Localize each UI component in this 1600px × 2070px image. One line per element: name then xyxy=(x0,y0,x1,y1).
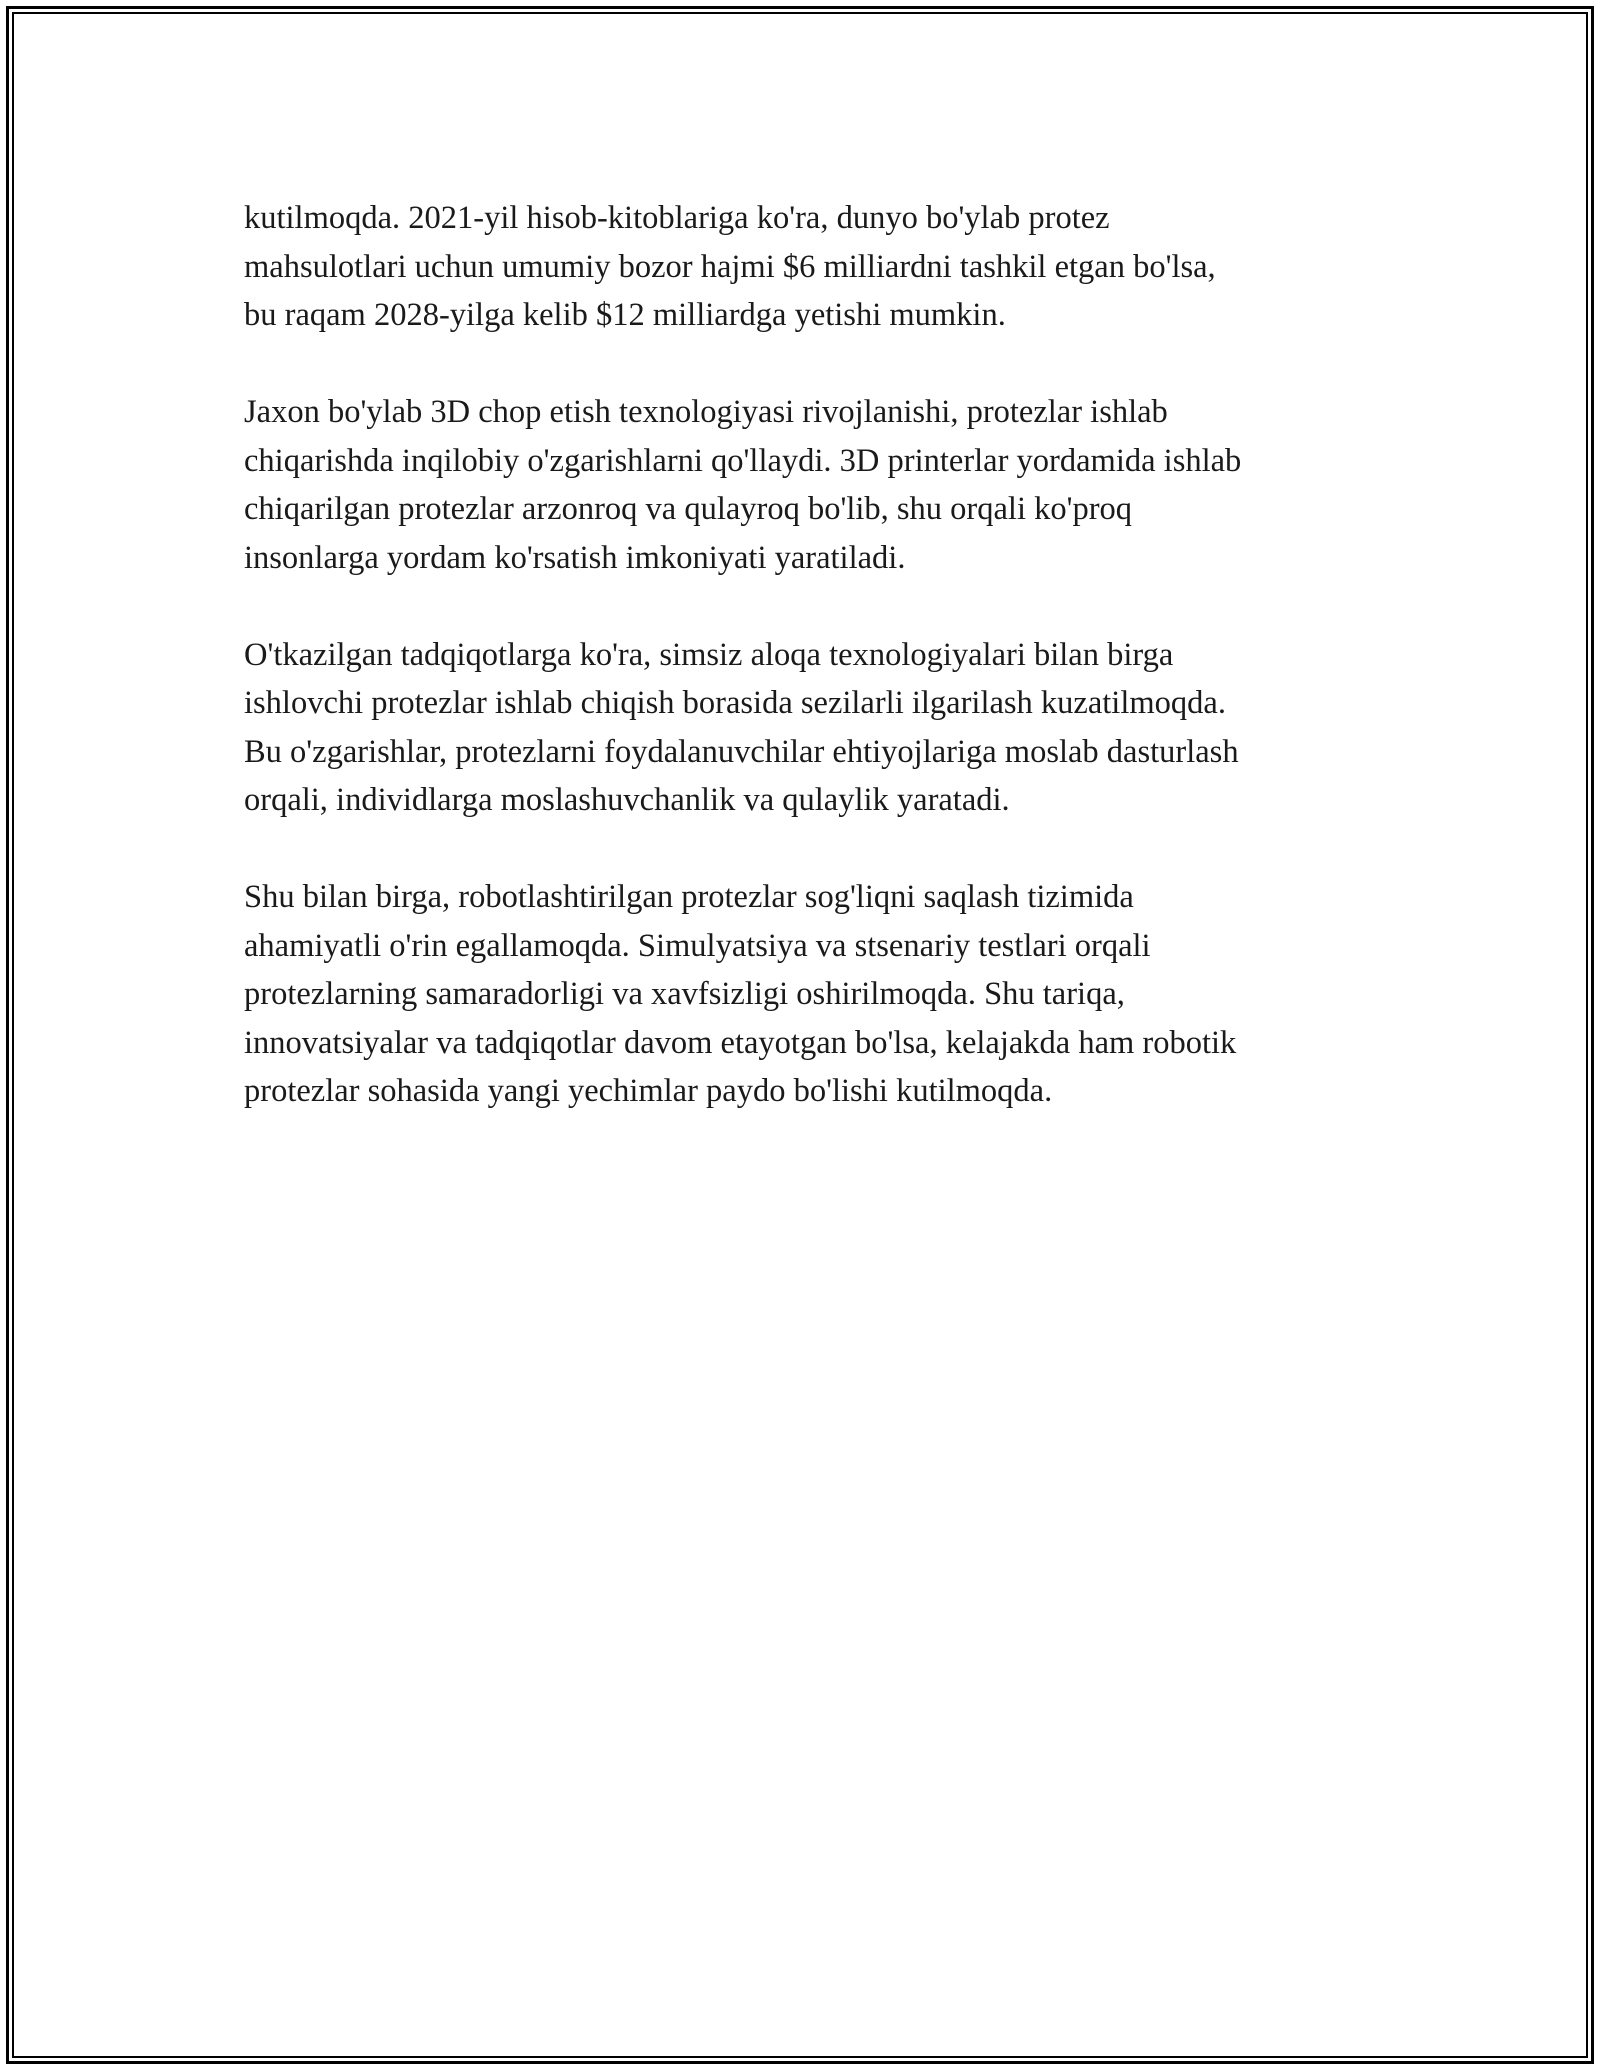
text-line: chiqarilgan protezlar arzonroq va qulayroq bo'lib, shu orqali ko'proq xyxy=(244,491,1133,527)
paragraph-2 xyxy=(244,388,1404,582)
text-line: innovatsiyalar va tadqiqotlar davom etayotgan bo'lsa, kelajakda ham robotik xyxy=(244,1024,1237,1061)
text-line: mahsulotlari uchun umumiy bozor hajmi $6 milliardni tashkil etgan bo'lsa, xyxy=(244,248,1216,285)
paragraph-3 xyxy=(244,631,1404,825)
document-body xyxy=(244,194,1404,1164)
text-line: insonlarga yordam ko'rsatish imkoniyati yaratiladi. xyxy=(244,539,906,576)
text-line: orqali, individlarga moslashuvchanlik va qulaylik yaratadi. xyxy=(244,782,1010,818)
paragraph-4 xyxy=(244,873,1404,1116)
text-line: protezlarning samaradorligi va xavfsizligi oshirilmoqda. Shu tariqa, xyxy=(244,976,1125,1012)
text-line: Jaxon bo'ylab 3D chop etish texnologiyasi rivojlanishi, protezlar ishlab xyxy=(244,394,1168,430)
paragraph-1 xyxy=(244,194,1404,340)
text-line: ishlovchi protezlar ishlab chiqish borasida sezilarli ilgarilash kuzatilmoqda. xyxy=(244,685,1226,721)
text-line: Shu bilan birga, robotlashtirilgan protezlar sog'liqni saqlash tizimida xyxy=(244,879,1134,915)
text-line: kutilmoqda. 2021-yil hisob-kitoblariga ko'ra, dunyo bo'ylab protez xyxy=(244,200,1110,236)
text-line: protezlar sohasida yangi yechimlar paydo bo'lishi kutilmoqda. xyxy=(244,1073,1053,1109)
text-line: bu raqam 2028-yilga kelib $12 milliardga yetishi mumkin. xyxy=(244,297,1006,333)
text-line: O'tkazilgan tadqiqotlarga ko'ra, simsiz aloqa texnologiyalari bilan birga xyxy=(244,636,1174,673)
text-line: ahamiyatli o'rin egallamoqda. Simulyatsiya va stsenariy testlari orqali xyxy=(244,927,1151,964)
text-line: chiqarishda inqilobiy o'zgarishlarni qo'llaydi. 3D printerlar yordamida ishlab xyxy=(244,442,1242,479)
text-line: Bu o'zgarishlar, protezlarni foydalanuvchilar ehtiyojlariga moslab dasturlash xyxy=(244,733,1239,770)
page-frame xyxy=(6,6,1594,2064)
